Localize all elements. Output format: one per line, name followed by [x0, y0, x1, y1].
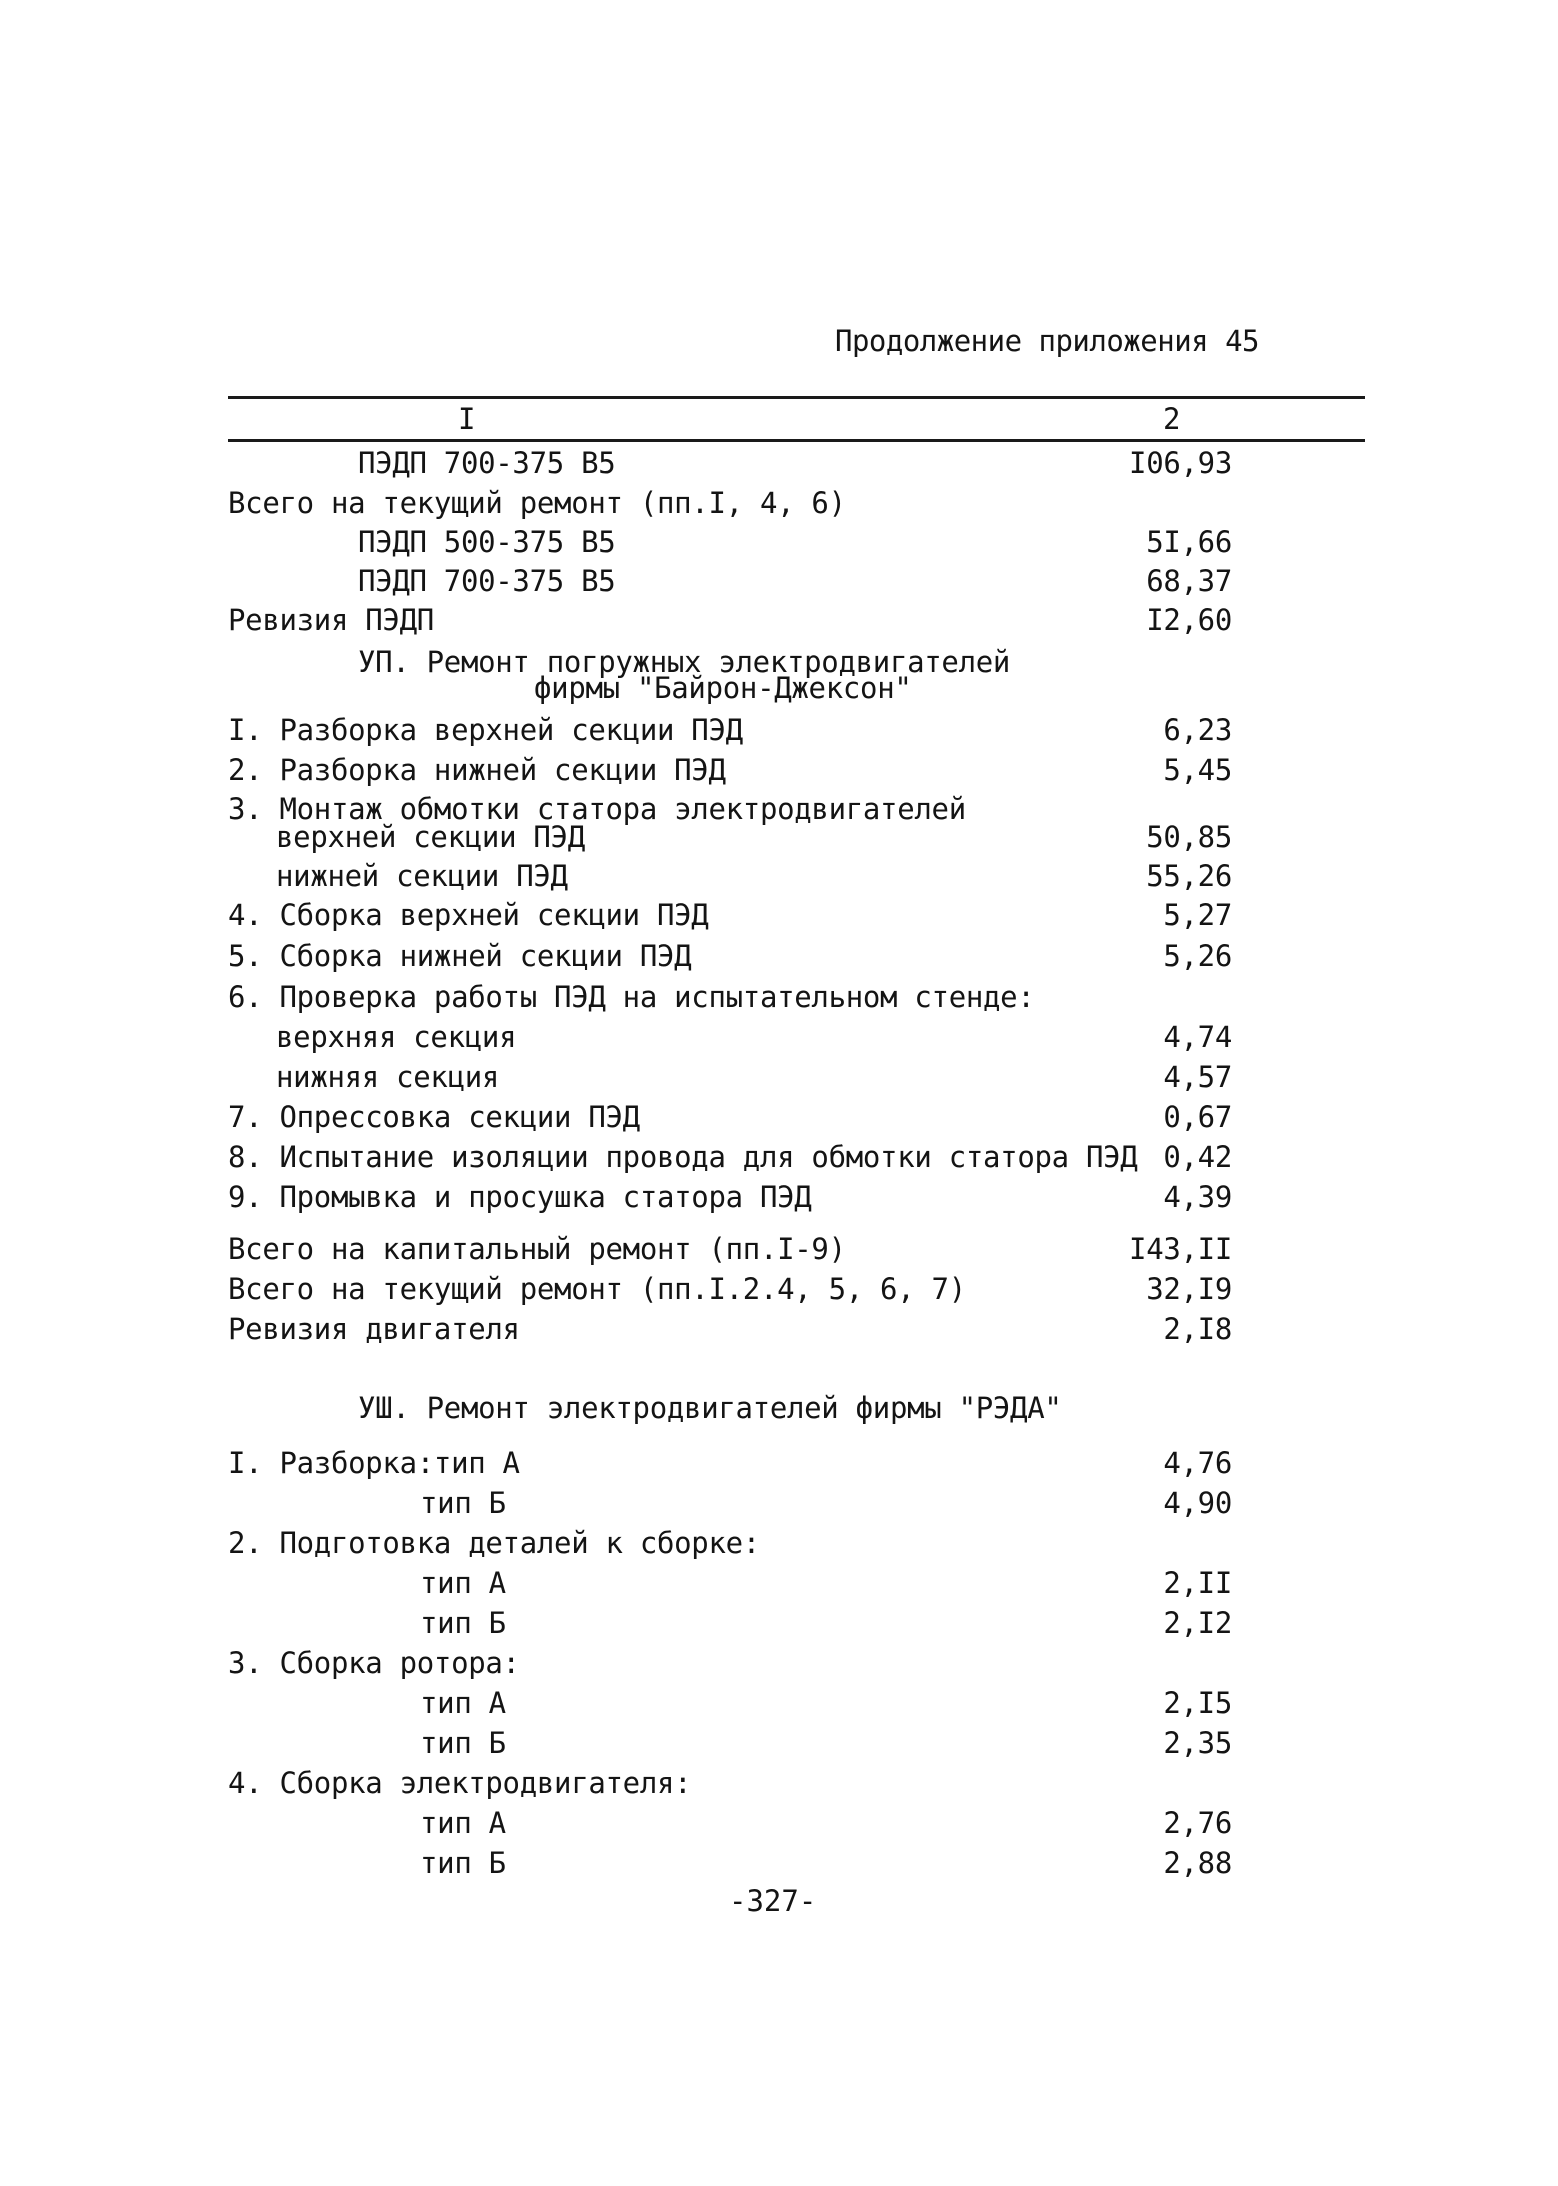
table-header-rule [228, 439, 1365, 442]
row-label: 6. Проверка работы ПЭД на испытательном стенде: [228, 980, 1035, 1014]
row-label: нижней секции ПЭД [276, 859, 568, 893]
row-label: 5. Сборка нижней секции ПЭД [228, 939, 692, 973]
table-row [0, 1566, 1558, 1606]
row-label: 3. Монтаж обмотки статора электродвигателей [228, 792, 966, 826]
table-row [0, 1020, 1558, 1060]
table-row [0, 564, 1558, 604]
section-8-title: УШ. Ремонт электродвигателей фирмы "РЭДА" [358, 1391, 1062, 1425]
row-label: I. Разборка верхней секции ПЭД [228, 713, 743, 747]
row-value: 5,27 [1163, 898, 1232, 932]
section-7-title-line2: фирмы "Байрон-Джексон" [534, 671, 912, 705]
table-row [0, 1486, 1558, 1526]
row-label: Ревизия ПЭДП [228, 603, 434, 637]
row-value: 2,I5 [1163, 1686, 1232, 1720]
section-7-title-line1: УП. Ремонт погружных электродвигателей [358, 645, 1011, 679]
table-row [0, 1180, 1558, 1220]
table-row [0, 898, 1558, 938]
row-label: тип Б [420, 1846, 506, 1880]
row-value: 6,23 [1163, 713, 1232, 747]
row-label: тип А [420, 1686, 506, 1720]
row-value: 2,I8 [1163, 1312, 1232, 1346]
row-label: нижняя секция [276, 1060, 500, 1094]
row-value: 2,76 [1163, 1806, 1232, 1840]
row-label: ПЭДП 700-375 В5 [358, 564, 616, 598]
row-value: 55,26 [1146, 859, 1232, 893]
row-label: 7. Опрессовка секции ПЭД [228, 1100, 640, 1134]
table-row [0, 1806, 1558, 1846]
row-label: Всего на текущий ремонт (пп.I.2.4, 5, 6, 7) [228, 1272, 966, 1306]
row-value: 4,57 [1163, 1060, 1232, 1094]
column-header-2: 2 [1163, 402, 1181, 436]
row-value: 50,85 [1146, 820, 1232, 854]
table-top-rule [228, 396, 1365, 399]
row-label: верхняя секция [276, 1020, 517, 1054]
row-value: 4,39 [1163, 1180, 1232, 1214]
row-label: 4. Сборка верхней секции ПЭД [228, 898, 709, 932]
row-label: I. Разборка:тип А [228, 1446, 520, 1480]
row-value: I43,II [1129, 1232, 1232, 1266]
row-label: 4. Сборка электродвигателя: [228, 1766, 692, 1800]
column-header-1: I [458, 402, 476, 436]
table-row [0, 1846, 1558, 1886]
table-row [0, 753, 1558, 793]
row-label: тип А [420, 1806, 506, 1840]
row-value: 4,90 [1163, 1486, 1232, 1520]
table-row [0, 525, 1558, 565]
row-value: 5,45 [1163, 753, 1232, 787]
row-value: 0,42 [1163, 1140, 1232, 1174]
row-label: 9. Промывка и просушка статора ПЭД [228, 1180, 812, 1214]
row-label: тип А [420, 1566, 506, 1600]
table-row [0, 859, 1558, 899]
row-value: 2,88 [1163, 1846, 1232, 1880]
total-row [0, 1232, 1558, 1272]
table-row [0, 1606, 1558, 1646]
row-label: ПЭДП 700-375 В5 [358, 446, 616, 480]
table-row [0, 820, 1558, 860]
table-row [0, 980, 1558, 1020]
row-label: Ревизия двигателя [228, 1312, 520, 1346]
row-label: тип Б [420, 1606, 506, 1640]
row-label: Всего на текущий ремонт (пп.I, 4, 6) [228, 486, 846, 520]
table-row [0, 1686, 1558, 1726]
row-value: I06,93 [1129, 446, 1232, 480]
table-row [0, 1646, 1558, 1686]
table-row [0, 939, 1558, 979]
row-label: 2. Разборка нижней секции ПЭД [228, 753, 726, 787]
row-value: 4,74 [1163, 1020, 1232, 1054]
table-row [0, 1766, 1558, 1806]
total-row [0, 1312, 1558, 1352]
page-number: -327- [729, 1884, 817, 1918]
row-label: 2. Подготовка деталей к сборке: [228, 1526, 760, 1560]
table-row [0, 446, 1558, 486]
table-row [0, 1100, 1558, 1140]
page-caption: Продолжение приложения 45 [835, 324, 1259, 358]
row-value: 68,37 [1146, 564, 1232, 598]
row-value: 0,67 [1163, 1100, 1232, 1134]
row-label: 3. Сборка ротора: [228, 1646, 520, 1680]
row-label: Всего на капитальный ремонт (пп.I-9) [228, 1232, 846, 1266]
row-label: 8. Испытание изоляции провода для обмотки статора ПЭД [228, 1140, 1138, 1174]
row-value: 4,76 [1163, 1446, 1232, 1480]
row-value: 32,I9 [1146, 1272, 1232, 1306]
row-value: 2,35 [1163, 1726, 1232, 1760]
row-value: 5,26 [1163, 939, 1232, 973]
table-row [0, 1726, 1558, 1766]
row-value: I2,60 [1146, 603, 1232, 637]
table-row [0, 1526, 1558, 1566]
total-row [0, 1272, 1558, 1312]
table-row [0, 603, 1558, 643]
row-label: верхней секции ПЭД [276, 820, 585, 854]
table-row [0, 713, 1558, 753]
row-value: 2,I2 [1163, 1606, 1232, 1640]
table-row [0, 1446, 1558, 1486]
table-row [0, 1060, 1558, 1100]
row-label: ПЭДП 500-375 В5 [358, 525, 616, 559]
table-row [0, 1140, 1558, 1180]
row-label: тип Б [420, 1726, 506, 1760]
row-label: тип Б [420, 1486, 506, 1520]
row-value: 2,II [1163, 1566, 1232, 1600]
table-row [0, 486, 1558, 526]
row-value: 5I,66 [1146, 525, 1232, 559]
